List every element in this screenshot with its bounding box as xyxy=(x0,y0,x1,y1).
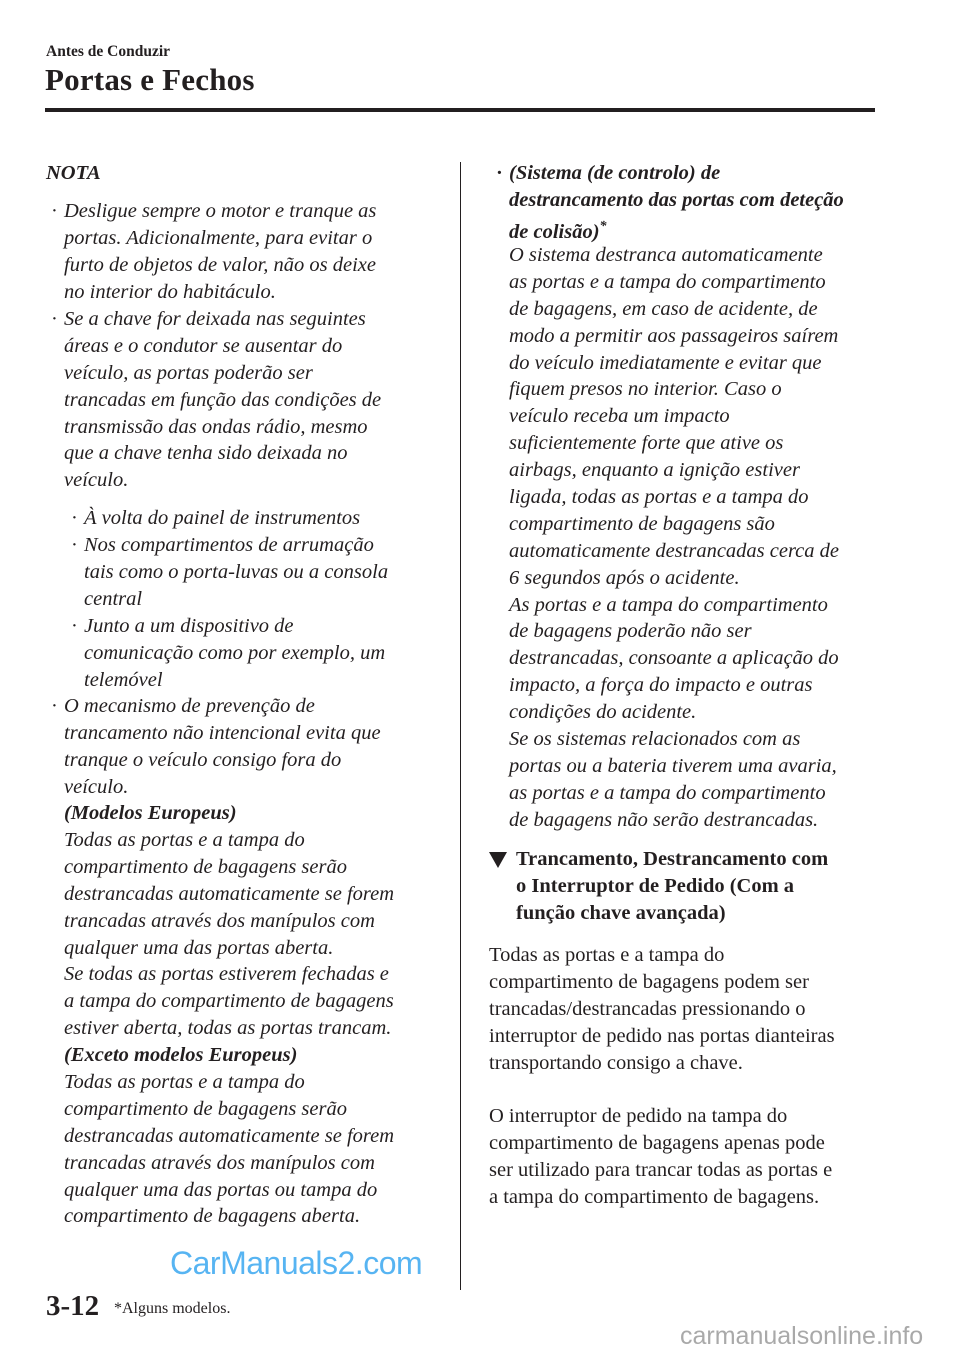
line-text: Todas as portas e a tampa do xyxy=(64,829,305,851)
line-text: do veículo imediatamente e evitar que xyxy=(509,351,822,374)
line-text: qualquer uma das portas ou tampa do xyxy=(64,1178,378,1201)
line-text: transmissão das ondas rádio, mesmo xyxy=(64,415,368,438)
text-line xyxy=(64,1096,394,1123)
text-line xyxy=(509,592,839,619)
non-european-text xyxy=(64,1069,394,1230)
text-line xyxy=(84,559,388,586)
line-text: de bagagens poderão não ser xyxy=(509,620,752,643)
text-line xyxy=(64,881,394,908)
text-line xyxy=(509,565,839,592)
line-text: de colisão) xyxy=(509,220,600,243)
line-text: veículo. xyxy=(64,775,129,798)
european-text xyxy=(64,827,394,1042)
text-line xyxy=(489,1103,832,1130)
text-line xyxy=(509,753,839,780)
line-text: áreas e o condutor se ausentar do xyxy=(64,334,343,357)
text-line xyxy=(509,726,839,753)
line-text: compartimento de bagagens podem ser xyxy=(489,970,809,993)
page-number: 3-12 xyxy=(46,1290,100,1322)
text-line xyxy=(489,969,835,996)
line-text: automaticamente destrancadas cerca de xyxy=(509,539,840,562)
line-text: no interior do habitáculo. xyxy=(64,280,276,303)
line-text: destrancamento das portas com deteção xyxy=(509,188,844,211)
line-text: Junto a um dispositivo de xyxy=(84,615,294,637)
line-text: As portas e a tampa do compartimento xyxy=(509,593,828,616)
text-line xyxy=(509,457,839,484)
note-label: NOTA xyxy=(46,162,101,184)
note-bullet xyxy=(51,693,381,801)
text-line xyxy=(489,996,835,1023)
text-line xyxy=(516,873,828,900)
text-line xyxy=(509,187,844,214)
note-sub-bullet xyxy=(71,532,389,613)
line-text: À volta do painel de instrumentos xyxy=(84,507,361,529)
text-line xyxy=(489,1050,835,1077)
text-line xyxy=(64,306,381,333)
text-line xyxy=(509,484,839,511)
asterisk-footnote-marker: * xyxy=(599,218,607,234)
line-text: as portas e a tampa do compartimento xyxy=(509,270,826,293)
line-text: ser utilizado para trancar todas as portas e xyxy=(489,1158,833,1181)
text-line xyxy=(64,225,376,252)
line-text: transportando consigo a chave. xyxy=(489,1051,743,1074)
text-line xyxy=(84,505,360,532)
text-line xyxy=(509,296,839,323)
line-text: Desligue sempre o motor e tranque as xyxy=(64,200,377,222)
text-line xyxy=(509,242,839,269)
line-text: trancadas através dos manípulos com xyxy=(64,909,375,932)
text-line xyxy=(509,699,839,726)
subheading-european: (Modelos Europeus) xyxy=(64,802,237,824)
line-text: as portas e a tampa do compartimento xyxy=(509,781,826,804)
bullet-dot: · xyxy=(51,308,58,330)
line-text: veículo. xyxy=(64,469,129,492)
text-line xyxy=(64,414,381,441)
line-text: Se a chave for deixada nas seguintes xyxy=(64,308,366,330)
text-line xyxy=(64,693,381,720)
text-line xyxy=(64,827,394,854)
text-line xyxy=(84,586,388,613)
line-text: modo a permitir aos passageiros saírem xyxy=(509,324,839,347)
body-paragraph xyxy=(489,1103,832,1211)
line-text: O interruptor de pedido na tampa do xyxy=(489,1105,788,1127)
note-bullet xyxy=(51,198,377,306)
line-text: interruptor de pedido nas portas dianteiras xyxy=(489,1024,835,1047)
text-line xyxy=(509,538,839,565)
text-line xyxy=(509,376,839,403)
line-text: de bagagens não serão destrancadas. xyxy=(509,808,819,831)
text-line xyxy=(64,961,394,988)
line-text: fiquem presos no interior. Caso o xyxy=(509,378,782,401)
line-text: O mecanismo de prevenção de xyxy=(64,695,315,717)
text-line xyxy=(489,1184,832,1211)
text-line xyxy=(489,1130,832,1157)
bullet-dot: · xyxy=(71,507,78,529)
page-title: Portas e Fechos xyxy=(45,62,255,97)
text-line xyxy=(509,618,839,645)
text-line xyxy=(509,511,839,538)
line-text: Se todas as portas estiverem fechadas e xyxy=(64,963,389,986)
text-line xyxy=(64,1203,394,1230)
header-rule xyxy=(45,108,875,112)
line-text: compartimento de bagagens apenas pode xyxy=(489,1131,825,1154)
line-text: Todas as portas e a tampa do xyxy=(489,944,725,966)
collision-system-heading xyxy=(496,160,844,243)
text-line xyxy=(64,747,381,774)
bullet-dot: · xyxy=(71,534,78,556)
note-sub-bullet xyxy=(71,505,361,532)
line-text: impacto, a força do impacto e outras xyxy=(509,674,813,697)
triangle-down-icon xyxy=(489,852,507,868)
line-text: Todas as portas e a tampa do xyxy=(64,1071,305,1093)
text-line xyxy=(509,323,839,350)
text-line xyxy=(509,160,844,187)
text-line xyxy=(64,854,394,881)
line-text: trancadas/destrancadas pressionando o xyxy=(489,997,806,1020)
text-line xyxy=(509,672,839,699)
line-text: central xyxy=(84,587,143,610)
bullet-dot: · xyxy=(496,162,503,184)
line-text: trancadas através dos manípulos com xyxy=(64,1151,375,1174)
text-line xyxy=(516,900,828,927)
text-line xyxy=(64,360,381,387)
bullet-dot: · xyxy=(71,615,78,637)
line-text: Se os sistemas relacionados com as xyxy=(509,728,801,751)
text-line xyxy=(64,440,381,467)
text-line xyxy=(64,252,376,279)
line-text: compartimento de bagagens serão xyxy=(64,1097,347,1120)
line-text: comunicação como por exemplo, um xyxy=(84,641,386,664)
text-line xyxy=(509,645,839,672)
line-text: Nos compartimentos de arrumação xyxy=(84,534,374,556)
text-line xyxy=(489,942,835,969)
text-line xyxy=(509,430,839,457)
text-line xyxy=(509,807,839,834)
line-text: que a chave tenha sido deixada no xyxy=(64,442,348,465)
text-line xyxy=(64,935,394,962)
text-line xyxy=(84,532,388,559)
line-text: qualquer uma das portas aberta. xyxy=(64,936,334,959)
body-paragraph xyxy=(489,942,835,1076)
line-text: telemóvel xyxy=(84,668,163,691)
line-text: compartimento de bagagens serão xyxy=(64,855,347,878)
text-line xyxy=(489,1157,832,1184)
text-line xyxy=(509,350,839,377)
line-text: o Interruptor de Pedido (Com a xyxy=(516,874,795,897)
text-line xyxy=(64,1150,394,1177)
text-line xyxy=(84,640,385,667)
text-line xyxy=(84,613,385,640)
column-divider xyxy=(460,162,461,1290)
line-text: portas ou a bateria tiverem uma avaria, xyxy=(509,754,837,777)
line-text: tais como o porta-luvas ou a consola xyxy=(84,560,389,583)
line-text: compartimento de bagagens aberta. xyxy=(64,1205,361,1228)
text-line xyxy=(64,908,394,935)
line-text: veículo, as portas poderão ser xyxy=(64,361,313,384)
line-text: airbags, enquanto a ignição estiver xyxy=(509,459,800,482)
text-line xyxy=(64,1123,394,1150)
text-line xyxy=(64,988,394,1015)
line-text: estiver aberta, todas as portas trancam. xyxy=(64,1017,392,1040)
line-text: condições do acidente. xyxy=(509,701,697,724)
line-text: portas. Adicionalmente, para evitar o xyxy=(64,226,373,249)
line-text: 6 segundos após o acidente. xyxy=(509,566,740,589)
line-text: tranque o veículo consigo fora do xyxy=(64,748,342,771)
line-text: função chave avançada) xyxy=(516,901,726,924)
line-text: compartimento de bagagens são xyxy=(509,512,775,535)
text-line xyxy=(509,403,839,430)
text-line xyxy=(509,214,844,241)
line-text: destrancadas automaticamente se forem xyxy=(64,1124,395,1147)
line-text: destrancadas, consoante a aplicação do xyxy=(509,647,839,670)
line-text: trancadas em função das condições de xyxy=(64,388,382,411)
line-text: O sistema destranca automaticamente xyxy=(509,244,823,266)
text-line xyxy=(64,467,381,494)
text-line xyxy=(64,279,376,306)
line-text: veículo receba um impacto xyxy=(509,405,730,428)
text-line xyxy=(64,774,381,801)
line-text: Trancamento, Destrancamento com xyxy=(516,848,829,870)
line-text: a tampa do compartimento de bagagens. xyxy=(489,1185,820,1208)
text-line xyxy=(516,846,828,873)
footnote: *Alguns modelos. xyxy=(114,1300,231,1317)
collision-system-text xyxy=(509,242,839,834)
note-sub-bullet xyxy=(71,613,386,694)
line-text: (Sistema (de controlo) de xyxy=(509,162,721,184)
text-line xyxy=(489,1023,835,1050)
bullet-dot: · xyxy=(51,695,58,717)
line-text: de bagagens, em caso de acidente, de xyxy=(509,297,818,320)
section-label: Antes de Conduzir xyxy=(46,43,171,60)
line-text: destrancadas automaticamente se forem xyxy=(64,882,395,905)
note-bullet xyxy=(51,306,382,494)
line-text: suficientemente forte que ative os xyxy=(509,432,784,455)
text-line xyxy=(509,780,839,807)
line-text: a tampa do compartimento de bagagens xyxy=(64,990,394,1013)
text-line xyxy=(84,667,385,694)
line-text: ligada, todas as portas e a tampa do xyxy=(509,486,809,509)
line-text: trancamento não intencional evita que xyxy=(64,721,381,744)
text-line xyxy=(509,269,839,296)
text-line xyxy=(64,198,376,225)
watermark: carmanualsonline.info xyxy=(680,1322,924,1350)
line-text: furto de objetos de valor, não os deixe xyxy=(64,253,377,276)
watermark: CarManuals2.com xyxy=(170,1245,423,1281)
text-line xyxy=(64,1177,394,1204)
text-line xyxy=(64,387,381,414)
text-line xyxy=(64,333,381,360)
bullet-dot: · xyxy=(51,200,58,222)
text-line xyxy=(64,1069,394,1096)
section-heading xyxy=(516,846,828,927)
subheading-non-european: (Exceto modelos Europeus) xyxy=(64,1044,298,1066)
text-line xyxy=(64,720,381,747)
text-line xyxy=(64,1015,394,1042)
